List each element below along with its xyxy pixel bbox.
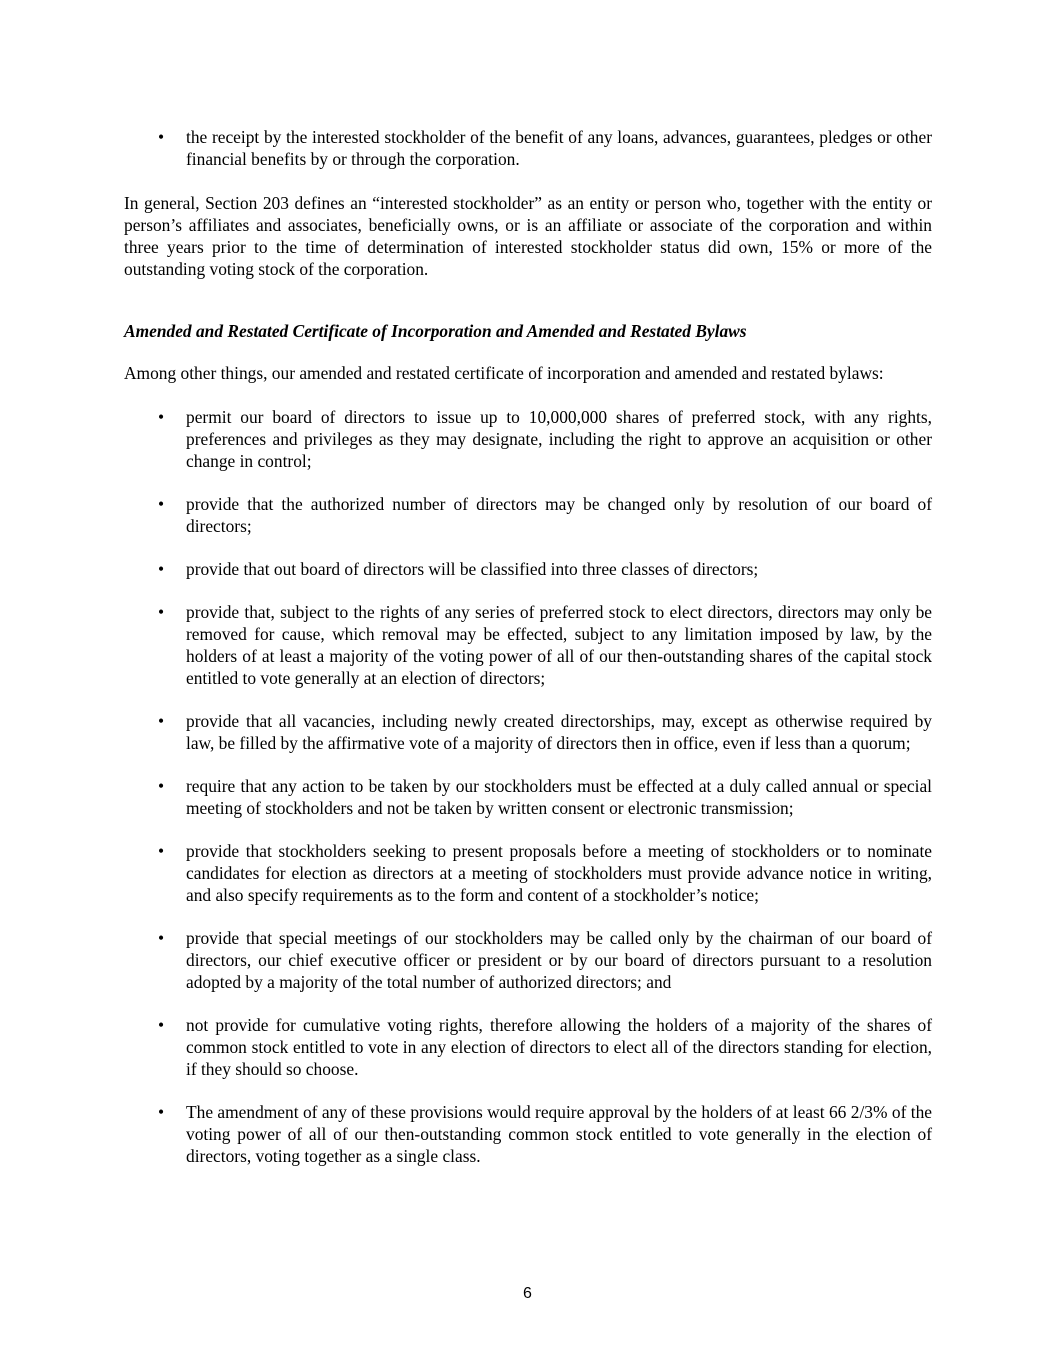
- bullet-icon: •: [157, 559, 165, 579]
- bullet-icon: •: [157, 494, 165, 514]
- bullet-text: require that any action to be taken by our stockholders must be effected at a duly called annual or special meeting of stockholders and not be taken by written consent or electronic transmission;: [186, 776, 932, 818]
- bullet-icon: •: [157, 127, 165, 147]
- page-number: 6: [523, 1285, 532, 1302]
- bullet-icon: •: [157, 602, 165, 622]
- bullet-text: not provide for cumulative voting rights, therefore allowing the holders of a majority of the shares of common stock entitled to vote in any election of directors to elect all of the directors standing for election, if they should so choose.: [186, 1015, 932, 1079]
- bullet-icon: •: [157, 1015, 165, 1035]
- bullet-text: provide that out board of directors will be classified into three classes of directors;: [186, 559, 759, 579]
- bullet-icon: •: [157, 841, 165, 861]
- bullet-text: the receipt by the interested stockholder of the benefit of any loans, advances, guarantees, pledges or other financial benefits by or through the corporation.: [186, 127, 932, 169]
- document-page: [124, 126, 932, 1167]
- list-item: [124, 126, 932, 170]
- list-item: [124, 1014, 932, 1080]
- bullet-text: provide that the authorized number of directors may be changed only by resolution of our board of directors;: [186, 494, 932, 536]
- bullet-text: provide that stockholders seeking to present proposals before a meeting of stockholders or to nominate candidates for election as directors at a meeting of stockholders must provide advance notice in writing, and also specify requirements as to the form and content of a stockholder’s notice;: [186, 841, 932, 905]
- bullet-icon: •: [157, 776, 165, 796]
- list-item: [124, 710, 932, 754]
- list-item: [124, 601, 932, 689]
- section-heading: Amended and Restated Certificate of Incorporation and Amended and Restated Bylaws: [124, 321, 747, 341]
- list-item: [124, 1101, 932, 1167]
- paragraph-intro: Among other things, our amended and restated certificate of incorporation and amended and restated bylaws:: [124, 363, 884, 383]
- bullet-text: provide that, subject to the rights of any series of preferred stock to elect directors, directors may only be removed for cause, which removal may be effected, subject to any limitation imposed by law, by the holders of at least a majority of the voting power of all of our then-outstanding shares of the capital stock entitled to vote generally at an election of directors;: [186, 602, 932, 688]
- provisions-list: [124, 406, 932, 1167]
- list-item: [124, 406, 932, 472]
- bullet-icon: •: [157, 711, 165, 731]
- bullet-text: provide that all vacancies, including newly created directorships, may, except as otherwise required by law, be filled by the affirmative vote of a majority of directors then in office, even if less than a quorum;: [186, 711, 932, 753]
- list-item: [124, 775, 932, 819]
- bullet-icon: •: [157, 1102, 165, 1122]
- bullet-text: provide that special meetings of our stockholders may be called only by the chairman of our board of directors, our chief executive officer or president or by our board of directors pursuant to a resolution adopted by a majority of the total number of authorized directors; and: [186, 928, 932, 992]
- top-bullet-list: [124, 126, 932, 170]
- bullet-text: permit our board of directors to issue up to 10,000,000 shares of preferred stock, with any rights, preferences and privileges as they may designate, including the right to approve an acquisition or other change in control;: [186, 407, 932, 471]
- list-item: [124, 493, 932, 537]
- paragraph-interested-stockholder: In general, Section 203 defines an “interested stockholder” as an entity or person who, together with the entity or person’s affiliates and associates, beneficially owns, or is an affiliate or associate of the corporation and within three years prior to the time of determination of interested stockholder status did own, 15% or more of the outstanding voting stock of the corporation.: [124, 193, 932, 279]
- bullet-text: The amendment of any of these provisions would require approval by the holders of at least 66 2/3% of the voting power of all of our then-outstanding common stock entitled to vote generally in the election of directors, voting together as a single class.: [186, 1102, 932, 1166]
- list-item: [124, 840, 932, 906]
- bullet-icon: •: [157, 928, 165, 948]
- list-item: [124, 558, 932, 580]
- list-item: [124, 927, 932, 993]
- bullet-icon: •: [157, 407, 165, 427]
